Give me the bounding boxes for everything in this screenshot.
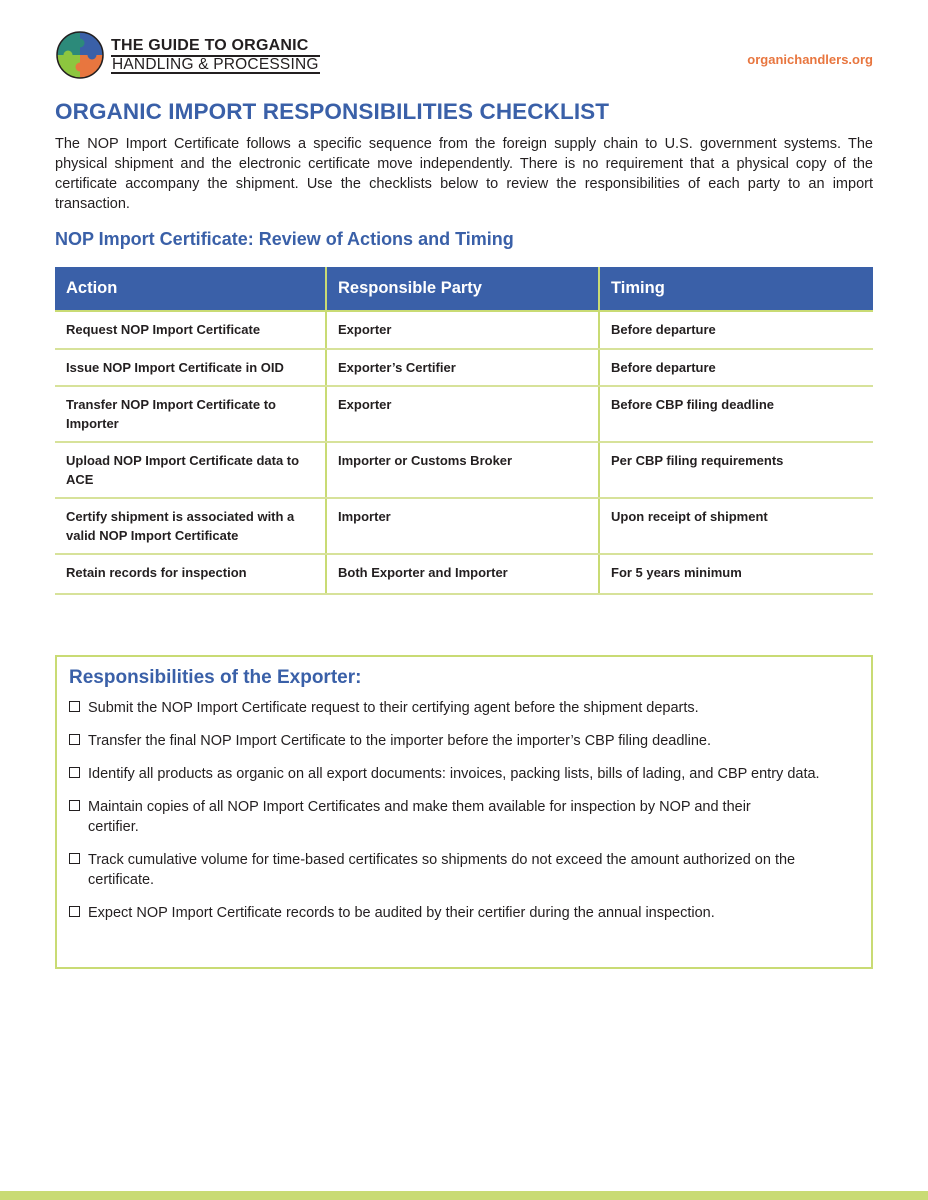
checklist-item [69, 764, 859, 784]
column-header-timing: Timing [599, 267, 873, 311]
table-row [55, 386, 873, 442]
cell-action: Retain records for inspection [55, 554, 326, 594]
page-title: ORGANIC IMPORT RESPONSIBILITIES CHECKLIST [55, 99, 610, 124]
checklist-item-text: Expect NOP Import Certificate records to be audited by their certifier during the annual inspection. [88, 905, 715, 921]
checklist-item-text: Track cumulative volume for time-based certificates so shipments do not exceed the amount authorized on the certificate. [88, 852, 796, 888]
cell-action: Transfer NOP Import Certificate to Importer [55, 386, 326, 442]
checklist-item [69, 698, 859, 718]
cell-timing: Upon receipt of shipment [599, 498, 873, 554]
checklist-item-text: Transfer the final NOP Import Certificate to the importer before the importer’s CBP filing deadline. [88, 733, 711, 749]
site-url-link[interactable]: organichandlers.org [747, 52, 873, 67]
cell-responsible-party: Exporter [326, 311, 599, 349]
cell-timing: Per CBP filing requirements [599, 442, 873, 498]
cell-timing: Before CBP filing deadline [599, 386, 873, 442]
table-row [55, 554, 873, 594]
table-row [55, 349, 873, 387]
table-row [55, 311, 873, 349]
checkbox[interactable] [69, 767, 80, 778]
column-header-responsible-party: Responsible Party [326, 267, 599, 311]
column-header-action: Action [55, 267, 326, 311]
cell-timing: Before departure [599, 311, 873, 349]
cell-responsible-party: Importer or Customs Broker [326, 442, 599, 498]
puzzle-logo-icon [55, 30, 105, 80]
exporter-responsibilities-box [55, 655, 873, 969]
exporter-section-title: Responsibilities of the Exporter: [69, 667, 362, 688]
cell-responsible-party: Exporter [326, 386, 599, 442]
page-header [55, 30, 873, 82]
cell-action: Upload NOP Import Certificate data to ACE [55, 442, 326, 498]
logo-text-rest: TO ORGANIC [199, 36, 309, 54]
logo-text-bold: THE GUIDE [111, 36, 200, 54]
cell-responsible-party: Importer [326, 498, 599, 554]
checklist-item [69, 850, 859, 890]
table-row [55, 442, 873, 498]
checkbox[interactable] [69, 906, 80, 917]
table-row [55, 498, 873, 554]
intro-paragraph: The NOP Import Certificate follows a specific sequence from the foreign supply chain to U.S. government systems. The physical shipment and the electronic certificate move independently. There is no requirement that a physical copy of the certificate accompany the shipment. Use the checklists below to review the responsibilities of each party to an import transaction. [55, 136, 873, 212]
cell-action: Issue NOP Import Certificate in OID [55, 349, 326, 387]
checkbox[interactable] [69, 734, 80, 745]
cell-action: Request NOP Import Certificate [55, 311, 326, 349]
section-title: NOP Import Certificate: Review of Actions and Timing [55, 229, 514, 249]
checklist-item-text: Submit the NOP Import Certificate request to their certifying agent before the shipment departs. [88, 700, 699, 716]
checkbox[interactable] [69, 800, 80, 811]
checkbox[interactable] [69, 701, 80, 712]
checklist-item [69, 903, 859, 923]
checklist-item-text: Identify all products as organic on all export documents: invoices, packing lists, bills of lading, and CBP entry data. [88, 766, 820, 782]
cell-timing: Before departure [599, 349, 873, 387]
actions-table [55, 267, 873, 595]
cell-timing: For 5 years minimum [599, 554, 873, 594]
cell-action: Certify shipment is associated with a valid NOP Import Certificate [55, 498, 326, 554]
cell-responsible-party: Both Exporter and Importer [326, 554, 599, 594]
cell-responsible-party: Exporter’s Certifier [326, 349, 599, 387]
checkbox[interactable] [69, 853, 80, 864]
table-header-row [55, 267, 873, 311]
guide-logo[interactable] [55, 30, 320, 80]
footer-bar [0, 1191, 928, 1200]
logo-text-subtitle: HANDLING & PROCESSING [112, 55, 319, 73]
checklist-item [69, 731, 859, 751]
checklist-item [69, 797, 859, 837]
checklist-item-text: Maintain copies of all NOP Import Certificates and make them available for inspection by NOP and their certifier. [88, 799, 751, 835]
